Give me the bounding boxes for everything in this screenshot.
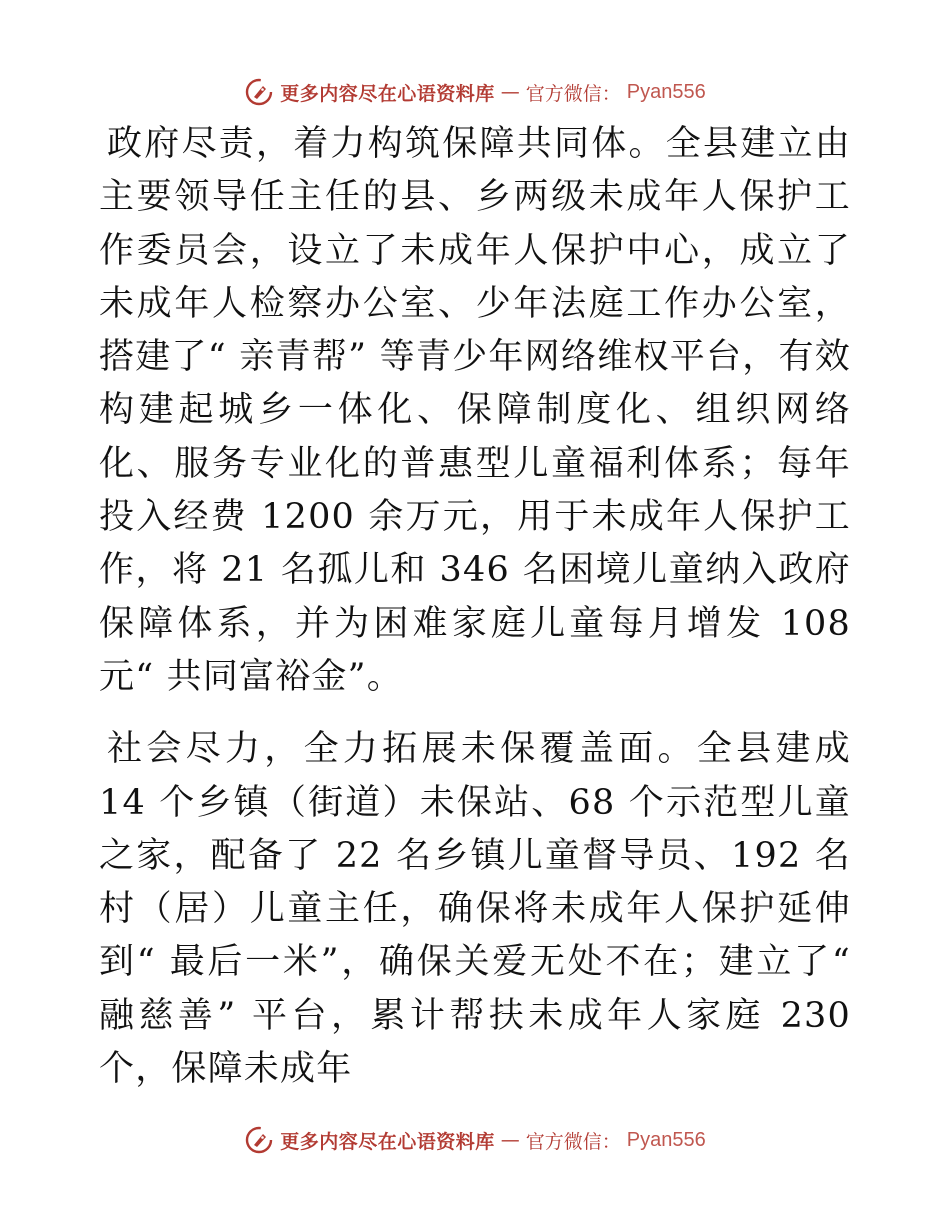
pen-nib-circle-icon bbox=[244, 1125, 274, 1155]
watermark-dash: — bbox=[500, 81, 520, 103]
document-body bbox=[99, 118, 851, 1096]
watermark-wechat-account: Pyan556 bbox=[626, 1128, 706, 1151]
paragraph-government: 政府尽责，着力构筑保障共同体。全县建立由主要领导任主任的县、乡两级未成年人保护工作委员会，设立了未成年人保护中心，成立了未成年人检察办公室、少年法庭工作办公室，搭建了“ 亲青帮” 等青少年网络维权平台，有效构建起城乡一体化、保障制度化、组织网络化、服务专业化的普惠型儿童福利体系；每年投入经费 1200 余万元，用于未成年人保护工作，将 21 名孤儿和 346 名困境儿童纳入政府保障体系，并为困难家庭儿童每月增发 108 元“ 共同富裕金”。 bbox=[99, 124, 851, 697]
paragraph-society: 社会尽力，全力拓展未保覆盖面。全县建成 14 个乡镇（街道）未保站、68 个示范型儿童之家，配备了 22 名乡镇儿童督导员、192 名村（居）儿童主任，确保将未成年人保护延伸到“ 最后一米”，确保关爱无处不在；建立了“ 融慈善” 平台，累计帮扶未成年人家庭 230 个，保障未成年 bbox=[99, 729, 851, 1090]
footer-watermark bbox=[0, 1120, 950, 1160]
watermark-wechat-account: Pyan556 bbox=[626, 80, 706, 103]
pen-nib-circle-icon bbox=[244, 77, 274, 107]
watermark-dash: — bbox=[500, 1129, 520, 1151]
watermark-wechat-label: 官方微信： bbox=[525, 82, 621, 105]
watermark-site-name: 更多内容尽在心语资料库 bbox=[280, 82, 495, 105]
watermark-wechat-label: 官方微信： bbox=[525, 1130, 621, 1153]
watermark-site-name: 更多内容尽在心语资料库 bbox=[280, 1130, 495, 1153]
header-watermark bbox=[0, 72, 950, 112]
